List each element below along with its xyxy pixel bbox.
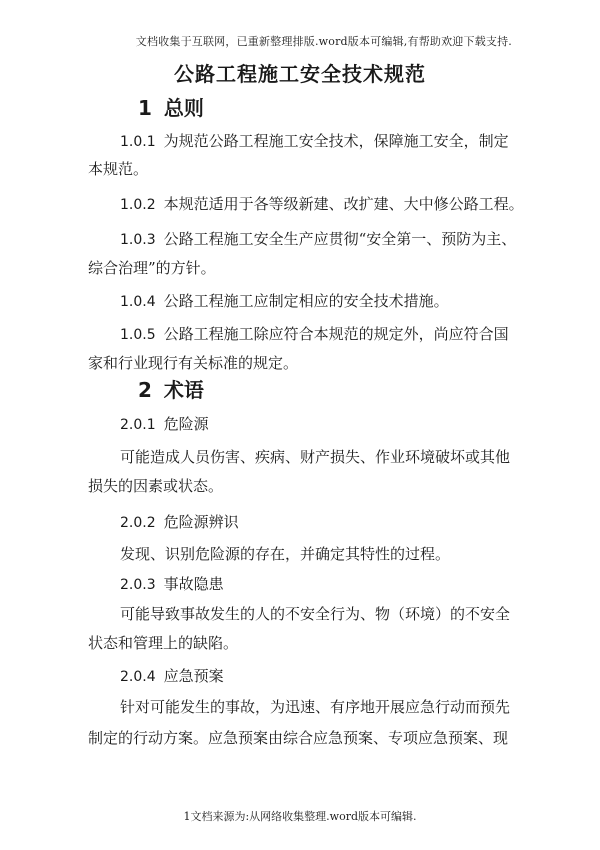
clause-number: 1.0.2 bbox=[120, 197, 156, 213]
section-number: 2 bbox=[138, 378, 152, 402]
term-2-0-4 bbox=[120, 665, 224, 686]
clause-text: 公路工程施工除应符合本规范的规定外，尚应符合国 bbox=[163, 325, 509, 343]
term-definition-continuation: 损失的因素或状态。 bbox=[88, 477, 224, 495]
term-definition: 可能造成人员伤害、疾病、财产损失、作业环境破坏或其他 bbox=[120, 448, 511, 466]
clause-number: 1.0.1 bbox=[120, 134, 156, 150]
clause-number: 1.0.4 bbox=[120, 294, 156, 310]
section-title: 术语 bbox=[163, 378, 204, 402]
term-definition-continuation: 制定的行动方案。应急预案由综合应急预案、专项应急预案、现 bbox=[88, 729, 509, 747]
clause-1-0-4 bbox=[120, 290, 449, 311]
footer-note: 1文档来源为:从网络收集整理.word版本可编辑. bbox=[183, 810, 417, 823]
section-heading-1 bbox=[138, 92, 204, 121]
term-name: 应急预案 bbox=[163, 667, 224, 685]
clause-1-0-1 bbox=[120, 130, 509, 151]
term-2-0-1 bbox=[120, 413, 209, 434]
clause-1-0-5 bbox=[120, 323, 509, 344]
clause-text: 公路工程施工安全生产应贯彻“安全第一、预防为主、 bbox=[163, 230, 517, 248]
term-number: 2.0.4 bbox=[120, 669, 156, 685]
term-name: 事故隐患 bbox=[163, 575, 224, 593]
term-definition: 可能导致事故发生的人的不安全行为、物（环境）的不安全 bbox=[120, 605, 511, 623]
term-number: 2.0.3 bbox=[120, 577, 156, 593]
section-number: 1 bbox=[138, 96, 152, 120]
document-title: 公路工程施工安全技术规范 bbox=[174, 62, 426, 86]
clause-text: 本规范适用于各等级新建、改扩建、大中修公路工程。 bbox=[163, 195, 524, 213]
clause-1-0-2 bbox=[120, 193, 524, 214]
section-title: 总则 bbox=[163, 96, 204, 120]
header-note: 文档收集于互联网，已重新整理排版.word版本可编辑,有帮助欢迎下载支持. bbox=[135, 35, 512, 48]
term-2-0-3 bbox=[120, 573, 224, 594]
term-name: 危险源辨识 bbox=[163, 513, 239, 531]
clause-text: 公路工程施工应制定相应的安全技术措施。 bbox=[163, 292, 449, 310]
term-name: 危险源 bbox=[163, 415, 209, 433]
section-heading-2 bbox=[138, 374, 204, 403]
clause-continuation: 综合治理”的方针。 bbox=[88, 259, 216, 277]
clause-continuation: 本规范。 bbox=[88, 160, 149, 178]
term-number: 2.0.2 bbox=[120, 515, 156, 531]
term-definition: 发现、识别危险源的存在，并确定其特性的过程。 bbox=[120, 545, 451, 563]
clause-1-0-3 bbox=[120, 228, 516, 249]
clause-number: 1.0.5 bbox=[120, 327, 156, 343]
clause-text: 为规范公路工程施工安全技术，保障施工安全，制定 bbox=[163, 132, 509, 150]
term-definition-continuation: 状态和管理上的缺陷。 bbox=[88, 634, 239, 652]
term-definition: 针对可能发生的事故，为迅速、有序地开展应急行动而预先 bbox=[120, 698, 511, 716]
clause-continuation: 家和行业现行有关标准的规定。 bbox=[88, 354, 299, 372]
clause-number: 1.0.3 bbox=[120, 232, 156, 248]
term-number: 2.0.1 bbox=[120, 417, 156, 433]
term-2-0-2 bbox=[120, 511, 239, 532]
